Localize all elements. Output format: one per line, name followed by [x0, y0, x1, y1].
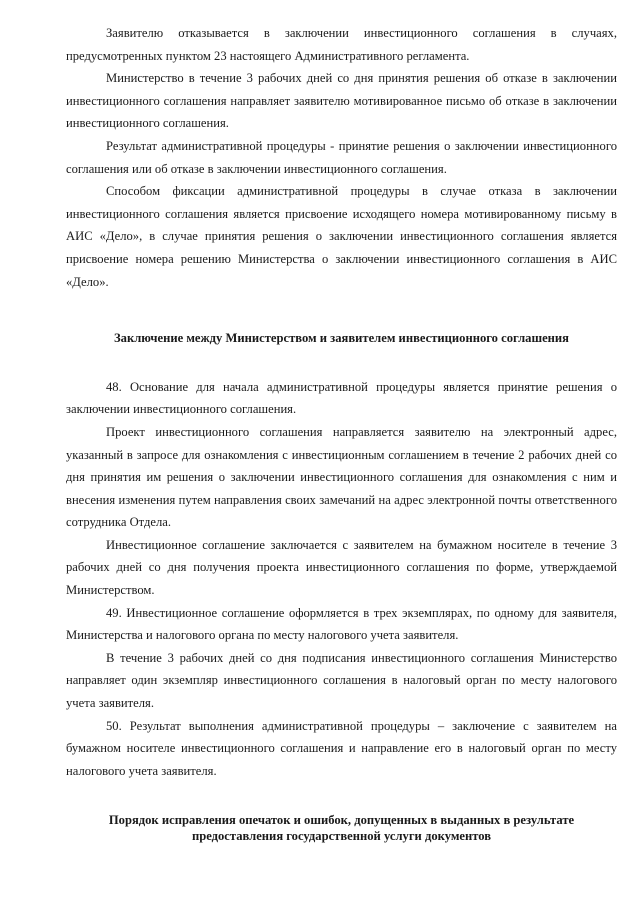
section-heading-corrections-line-2: предоставления государственной услуги документов: [191, 829, 492, 844]
paragraph-refusal-cases: Заявителю отказывается в заключении инвестиционного соглашения в случаях, предусмотренных пунктом 23 настоящего Административного регламента.: [66, 26, 617, 63]
paragraph-48: 48. Основание для начала административной процедуры является принятие решения о заключении инвестиционного соглашения.: [66, 379, 617, 417]
document-page: [66, 22, 617, 844]
paragraph-fixation-method: Способом фиксации административной процедуры в случае отказа в заключении инвестиционного соглашения является присвоение исходящего номера мотивированному письму в АИС «Дело», в случае принятия решения о заключении инвестиционного соглашения является присвоение номера решению Министерства о заключении инвестиционного соглашения в АИС «Дело».: [66, 184, 617, 289]
section-heading-corrections-line-1: Порядок исправления опечаток и ошибок, допущенных в выданных в результате: [108, 813, 575, 828]
section-heading-agreement: Заключение между Министерством и заявителем инвестиционного соглашения: [114, 331, 569, 346]
paragraph-refusal-letter: Министерство в течение 3 рабочих дней со дня принятия решения об отказе в заключении инвестиционного соглашения направляет заявителю мотивированное письмо об отказе в заключении инвестиционного соглашения.: [66, 71, 617, 131]
paragraph-paper-agreement: Инвестиционное соглашение заключается с заявителем на бумажном носителе в течение 3 рабочих дней со дня получения проекта инвестиционного соглашения по форме, утверждаемой Министерством.: [66, 537, 617, 598]
paragraph-50: 50. Результат выполнения административной процедуры – заключение с заявителем на бумажном носителе инвестиционного соглашения и направление его в налоговый орган по месту налогового учета заявителя.: [66, 718, 617, 778]
paragraph-tax-copy: В течение 3 рабочих дней со дня подписания инвестиционного соглашения Министерство направляет один экземпляр инвестиционного соглашения в налоговый орган по месту налогового учета заявителя.: [66, 650, 617, 711]
section-heading-corrections: [66, 812, 617, 844]
paragraph-procedure-result: Результат административной процедуры - принятие решения о заключении инвестиционного соглашения или об отказе в заключении инвестиционного соглашения.: [66, 138, 617, 176]
paragraph-49: 49. Инвестиционное соглашение оформляется в трех экземплярах, по одному для заявителя, Министерства и налогового органа по месту налогового учета заявителя.: [66, 605, 617, 643]
paragraph-draft-agreement: Проект инвестиционного соглашения направляется заявителю на электронный адрес, указанный в запросе для ознакомления с инвестиционным соглашением в течение 2 рабочих дней со дня принятия им решения о заключении инвестиционного соглашения для ознакомления с ним и внесения изменения путем направления своих замечаний на адрес электронной почты ответственного сотрудника Отдела.: [66, 424, 617, 530]
